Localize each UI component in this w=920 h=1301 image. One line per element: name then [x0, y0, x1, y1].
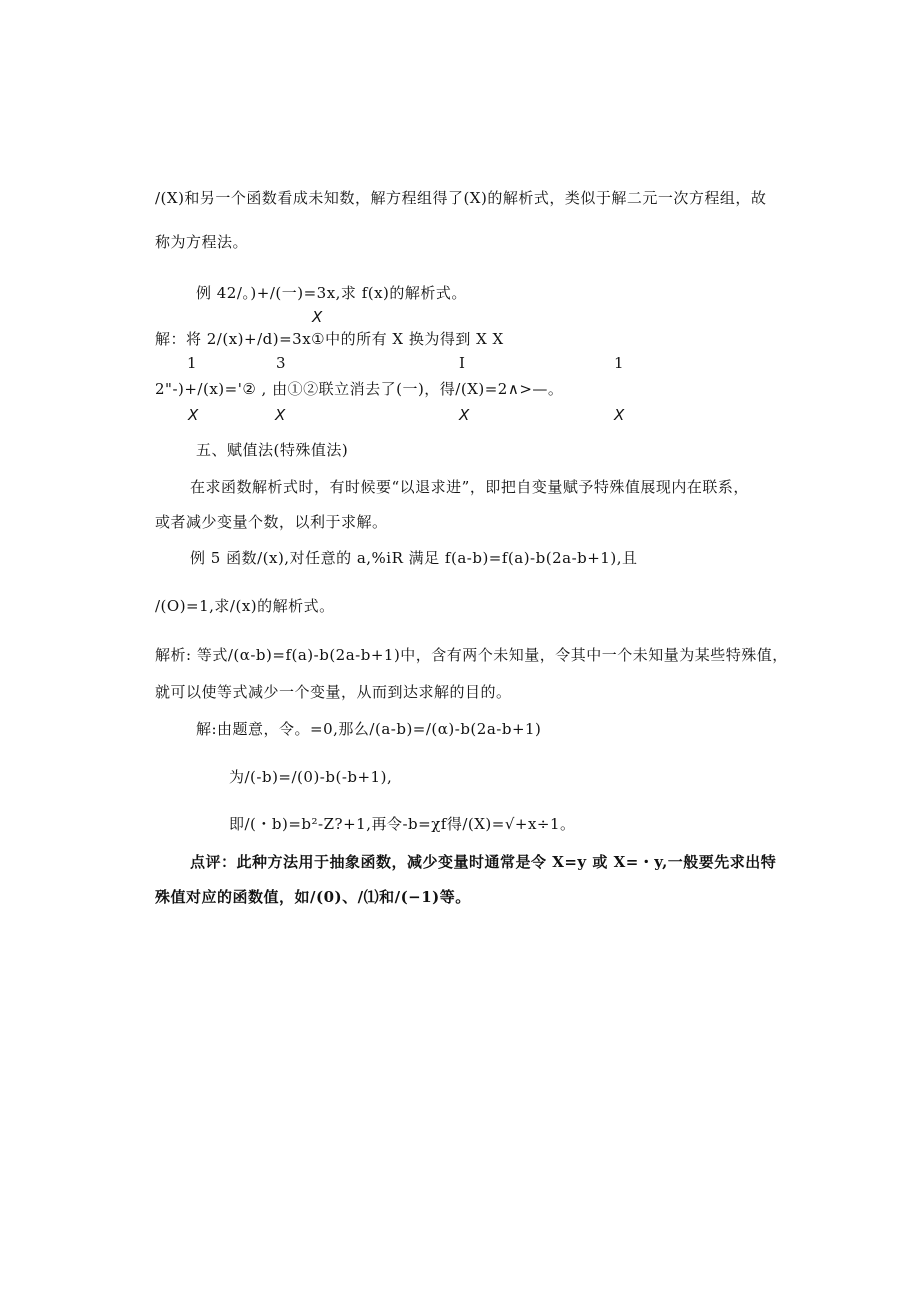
example-5-line-1: 例 5 函数/(x),对任意的 a,%iR 满足 f(a-b)=f(a)-b(2a-b+1),且 [190, 549, 638, 567]
solution-4-numerator: I [459, 354, 465, 372]
example-5-line-2: /(O)=1,求/(x)的解析式。 [155, 597, 335, 615]
solution-4-denominator: X [275, 406, 286, 424]
analysis-line-1: 解析: 等式/(α-b)=f(a)-b(2a-b+1)中，含有两个未知量，令其中一个未知量为某些特殊值， [155, 646, 788, 664]
section-5-paragraph-line-1: 在求函数解析式时，有时候要“以退求进”，即把自变量赋予特殊值展现内在联系， [190, 478, 749, 496]
comment-line-1: 点评：此种方法用于抽象函数，减少变量时通常是令 X=y 或 X=・y,一般要先求出特 [190, 853, 777, 871]
comment-line-2: 殊值对应的函数值，如/(0)、/⑴和/(−1)等。 [155, 888, 471, 906]
paragraph-method-line-1: /(X)和另一个函数看成未知数，解方程组得了(X)的解析式，类似于解二元一次方程组，故 [155, 189, 767, 207]
example-4-statement: 例 42/。)+/(一)=3x,求 f(x)的解析式。 [196, 284, 467, 302]
solution-4-denominator: X [614, 406, 625, 424]
paragraph-method-line-2: 称为方程法。 [155, 233, 249, 251]
solution-4-numerator: 1 [187, 354, 197, 372]
section-5-paragraph-line-2: 或者减少变量个数，以利于求解。 [155, 513, 388, 531]
solution-5-line-2: 为/(-b)=/(0)-b(-b+1), [229, 768, 393, 786]
solution-4-line-1: 解：将 2/(x)+/d)=3x①中的所有 X 换为得到 X X [155, 330, 504, 348]
solution-4-numerator: 3 [276, 354, 286, 372]
solution-4-denominator: X [459, 406, 470, 424]
section-5-title: 五、赋值法(特殊值法) [196, 441, 349, 459]
solution-4-overscript: X [312, 308, 323, 326]
solution-4-line-2: 2"-)+/(x)='② , 由①②联立消去了(一)，得/(X)=2∧>—。 [155, 380, 564, 398]
solution-5-line-1: 解:由题意，令。=0,那么/(a-b)=/(α)-b(2a-b+1) [196, 720, 542, 738]
solution-4-numerator: 1 [614, 354, 624, 372]
solution-4-denominator: X [188, 406, 199, 424]
analysis-line-2: 就可以使等式减少一个变量，从而到达求解的目的。 [155, 683, 512, 701]
solution-5-line-3: 即/(・b)=b²-Z?+1,再令-b=χf得/(X)=√+x÷1。 [229, 815, 576, 833]
